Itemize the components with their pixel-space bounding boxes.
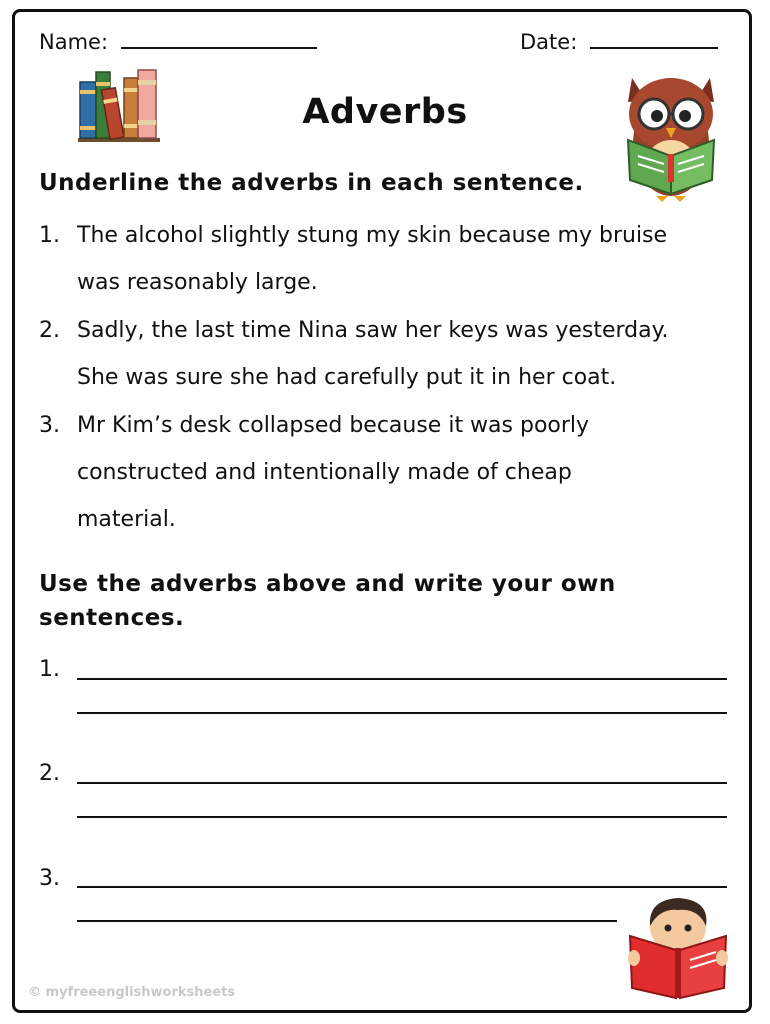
question-text-line: was reasonably large. — [77, 270, 318, 295]
question-text-line: material. — [77, 507, 176, 532]
question-3-line-3 — [0, 496, 770, 543]
answer-line[interactable] — [77, 816, 727, 818]
name-field — [39, 30, 317, 54]
date-blank[interactable] — [590, 47, 718, 49]
answer-number-1: 1. — [39, 657, 60, 682]
answer-line[interactable] — [77, 678, 727, 680]
question-1-line-2 — [0, 259, 770, 306]
question-text-line: Mr Kim’s desk collapsed because it was poorly — [77, 413, 590, 438]
name-label: Name: — [39, 30, 109, 54]
answer-number-3: 3. — [39, 866, 60, 891]
question-number: 2. — [39, 318, 60, 343]
answer-line[interactable] — [77, 712, 727, 714]
instruction-underline: Underline the adverbs in each sentence. — [39, 170, 584, 196]
instruction-write-line-1: Use the adverbs above and write your own — [39, 571, 616, 597]
question-text-line: She was sure she had carefully put it in her coat. — [77, 365, 617, 390]
question-number: 3. — [39, 413, 60, 438]
question-3-line-2 — [0, 449, 770, 496]
name-blank[interactable] — [121, 47, 317, 49]
answer-line[interactable] — [77, 886, 727, 888]
answer-line[interactable] — [77, 920, 617, 922]
child-reading-icon — [624, 896, 730, 1000]
question-1 — [0, 212, 770, 259]
answer-line[interactable] — [77, 782, 727, 784]
date-field — [520, 30, 718, 54]
question-text-line: Sadly, the last time Nina saw her keys was yesterday. — [77, 318, 669, 343]
question-text-line: The alcohol slightly stung my skin because my bruise — [77, 223, 668, 248]
answer-number-2: 2. — [39, 761, 60, 786]
owl-reading-icon — [618, 62, 724, 204]
footer-credit: © myfreeenglishworksheets — [28, 985, 236, 1000]
instruction-write-line-2: sentences. — [39, 605, 185, 631]
question-2-line-2 — [0, 354, 770, 401]
page-title: Adverbs — [302, 92, 468, 132]
question-2 — [0, 307, 770, 354]
question-number: 1. — [39, 223, 60, 248]
date-label: Date: — [520, 30, 578, 54]
question-3 — [0, 402, 770, 449]
question-text-line: constructed and intentionally made of cheap — [77, 460, 572, 485]
